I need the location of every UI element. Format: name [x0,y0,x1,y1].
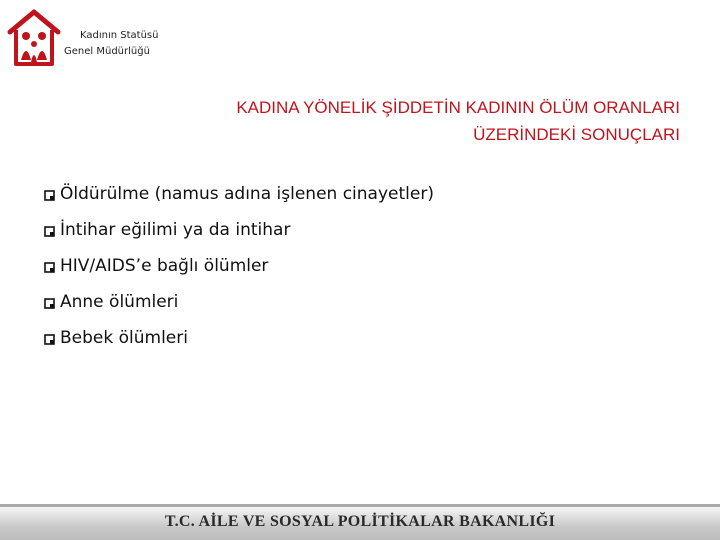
bullet-text: Bebek ölümleri [60,328,188,348]
bullet-item [44,284,434,320]
bullet-item [44,212,434,248]
bullet-item [44,320,434,356]
slide-title-line1: KADINA YÖNELİK ŞİDDETİN KADININ ÖLÜM ORANLARI [236,98,680,117]
org-name-line1: Kadının Statüsü [80,30,159,41]
checkbox-square-icon [44,190,55,201]
bullet-text: Anne ölümleri [60,292,179,312]
org-name-line2: Genel Müdürlüğü [64,46,150,57]
bullet-item [44,248,434,284]
checkbox-square-icon [44,226,55,237]
checkbox-square-icon [44,262,55,273]
organization-name [64,28,158,60]
bullet-text: HIV/AIDS’e bağlı ölümler [60,256,269,276]
family-house-icon [6,8,62,70]
bullet-list [44,176,434,356]
slide-title-line2: ÜZERİNDEKİ SONUÇLARI [473,125,680,144]
slide-title [80,94,680,148]
checkbox-square-icon [44,298,55,309]
bullet-text: Öldürülme (namus adına işlenen cinayetler) [60,184,434,204]
checkbox-square-icon [44,334,55,345]
ministry-name: T.C. AİLE VE SOSYAL POLİTİKALAR BAKANLIĞI [164,513,556,530]
bullet-text: İntihar eğilimi ya da intihar [60,220,291,240]
footer-bar [0,504,720,540]
bullet-item [44,176,434,212]
